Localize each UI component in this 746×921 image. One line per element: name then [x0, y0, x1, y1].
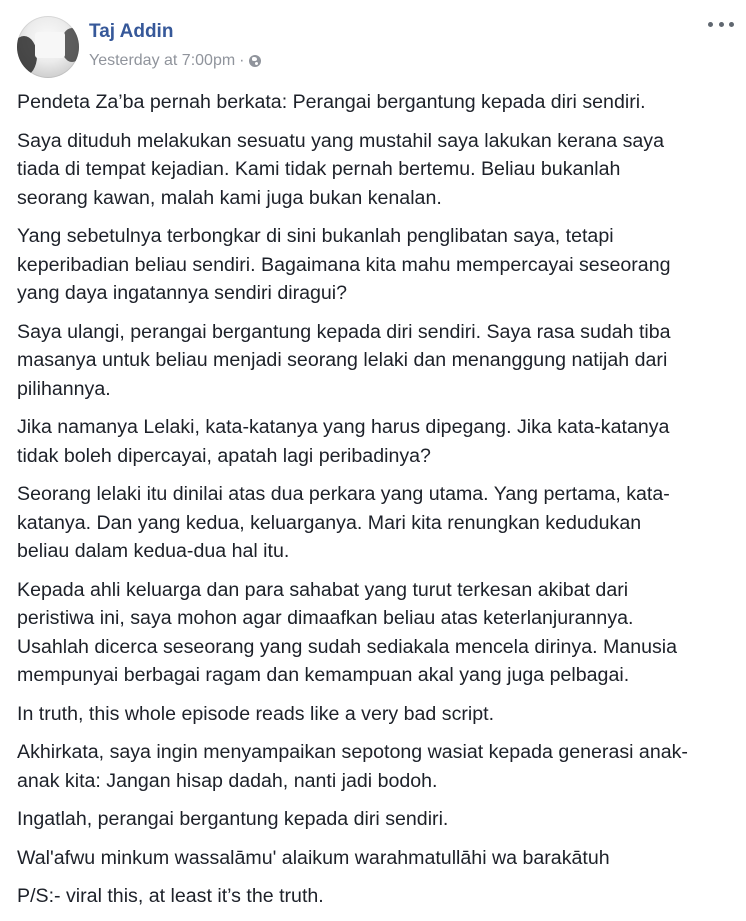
post-text-line: anak kita: Jangan hisap dadah, nanti jadi bodoh. — [17, 769, 438, 792]
post-text-line: Saya dituduh melakukan sesuatu yang mustahil saya lakukan kerana saya — [17, 129, 664, 152]
post-text-line: Yang sebetulnya terbongkar di sini bukanlah penglibatan saya, tetapi — [17, 225, 614, 247]
avatar[interactable] — [17, 16, 79, 78]
post-paragraph — [17, 413, 729, 470]
post-text-line: Saya ulangi, perangai bergantung kepada diri sendiri. Saya rasa sudah tiba — [17, 320, 671, 343]
post-paragraph — [17, 222, 729, 308]
post-paragraph — [17, 576, 729, 690]
post-paragraph — [17, 88, 729, 117]
post-paragraph — [17, 318, 729, 404]
post-text-line: peristiwa ini, saya mohon agar dimaafkan beliau atas keterlanjurannya. — [17, 607, 634, 629]
post-text-line: keperibadian beliau sendiri. Bagaimana kita mahu mempercayai seseorang — [17, 253, 671, 276]
avatar-shadow-left — [17, 36, 37, 76]
post-text-line: beliau dalam kedua-dua hal itu. — [17, 540, 290, 562]
post-paragraph — [17, 127, 729, 213]
avatar-card — [35, 32, 65, 58]
post-text-line: Akhirkata, saya ingin menyampaikan sepotong wasiat kepada generasi anak- — [17, 741, 688, 763]
post-text-line: Wal'afwu minkum wassalāmu' alaikum warahmatullāhi wa barakātuh — [17, 846, 610, 869]
post-paragraph — [17, 738, 729, 795]
post-text — [17, 88, 729, 921]
post-text-line: Ingatlah, perangai bergantung kepada diri sendiri. — [17, 808, 449, 830]
more-options-icon — [729, 22, 734, 27]
post-text-line: mempunyai berbagai ragam dan kemampuan akal yang juga pelbagai. — [17, 664, 630, 686]
post-text-line: Seorang lelaki itu dinilai atas dua perkara yang utama. Yang pertama, kata- — [17, 483, 670, 505]
post-text-line: tidak boleh dipercayai, apatah lagi peribadinya? — [17, 444, 431, 467]
post-text-line: katanya. Dan yang kedua, keluarganya. Mari kita renungkan kedudukan — [17, 511, 642, 534]
post-header — [0, 0, 746, 86]
more-options-icon — [708, 22, 713, 27]
post-text-line: In truth, this whole episode reads like a very bad script. — [17, 702, 495, 725]
post-text-line: Usahlah dicerca seseorang yang sudah sediakala mencela dirinya. Manusia — [17, 635, 678, 658]
author-name[interactable]: Taj Addin — [89, 21, 174, 42]
post-paragraph — [17, 700, 729, 729]
post-text-line: tiada di tempat kejadian. Kami tidak pernah bertemu. Beliau bukanlah — [17, 158, 621, 180]
post-text-line: P/S:- viral this, at least it’s the truth. — [17, 885, 324, 907]
post-paragraph — [17, 480, 729, 566]
post-text-line: masanya untuk beliau menjadi seorang lelaki dan menanggung natijah dari — [17, 349, 668, 371]
post-text-line: pilihannya. — [17, 377, 111, 400]
post-timestamp[interactable]: Yesterday at 7:00pm — [89, 52, 236, 69]
post-paragraph — [17, 805, 729, 834]
more-options-button[interactable] — [708, 14, 734, 34]
post-meta — [89, 50, 261, 72]
post-text-line: Pendeta Za’ba pernah berkata: Perangai bergantung kepada diri sendiri. — [17, 91, 646, 113]
globe-icon[interactable] — [249, 55, 261, 67]
post-text-line: seorang kawan, malah kami juga bukan kenalan. — [17, 186, 442, 209]
post-text-line: Jika namanya Lelaki, kata-katanya yang harus dipegang. Jika kata-katanya — [17, 416, 670, 438]
post-paragraph — [17, 844, 729, 873]
more-options-icon — [719, 22, 724, 27]
post-paragraph — [17, 882, 729, 911]
post-text-line: yang daya ingatannya sendiri diragui? — [17, 282, 348, 304]
meta-separator: · — [239, 52, 245, 69]
post-text-line: Kepada ahli keluarga dan para sahabat yang turut terkesan akibat dari — [17, 578, 629, 601]
